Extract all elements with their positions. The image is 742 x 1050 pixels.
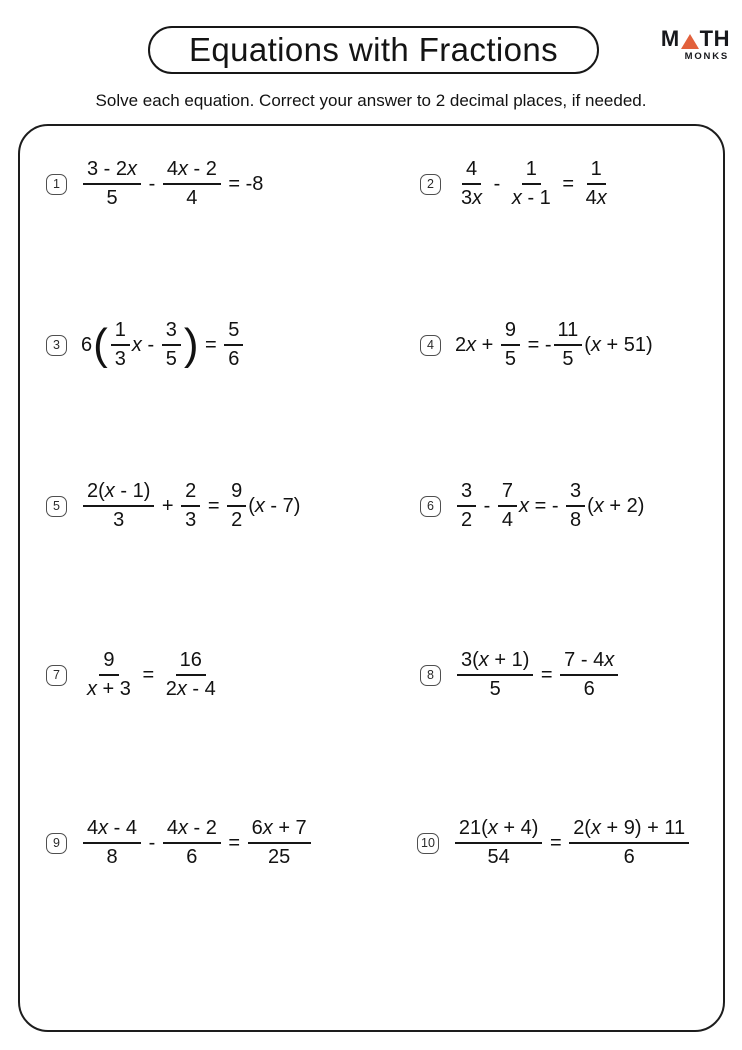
math-monks-logo [640, 28, 730, 62]
denominator: 6 [583, 678, 595, 700]
problem-number: 4 [420, 335, 441, 356]
fraction [162, 648, 220, 702]
problem-number: 6 [420, 496, 441, 517]
numerator: 2(x - 1) [83, 479, 154, 507]
fraction [508, 157, 555, 211]
math-text: x - [131, 334, 160, 356]
math-text: (x - 7) [248, 495, 301, 517]
equation [81, 479, 300, 533]
fraction [83, 479, 154, 533]
math-text: = -8 [222, 173, 264, 195]
denominator: 4 [501, 509, 514, 531]
big-paren: ) [183, 320, 199, 369]
math-text: - [488, 173, 506, 195]
math-text: = [556, 173, 580, 195]
denominator: 8 [106, 846, 118, 868]
numerator: 7 [498, 479, 517, 507]
numerator: 3 [566, 479, 585, 507]
fraction [457, 157, 486, 211]
math-text: - [478, 495, 496, 517]
numerator: 4x - 4 [83, 816, 141, 844]
fraction [554, 318, 583, 372]
logo-subtext: MONKS [684, 51, 729, 62]
fraction [83, 157, 141, 211]
denominator: 2x - 4 [165, 678, 216, 700]
math-text: x = - [519, 495, 565, 517]
fraction [248, 816, 311, 870]
fraction [111, 318, 130, 372]
numerator: 9 [99, 648, 118, 676]
math-text: = [222, 832, 246, 854]
numerator: 11 [554, 318, 583, 346]
numerator: 7 - 4x [560, 648, 618, 676]
denominator: 4x [585, 187, 607, 209]
problem-number: 5 [46, 496, 67, 517]
denominator: 5 [504, 348, 517, 370]
math-text: (x + 2) [587, 495, 645, 517]
fraction [181, 479, 200, 533]
numerator: 3 [457, 479, 476, 507]
numerator: 2(x + 9) + 11 [569, 816, 689, 844]
denominator: 5 [106, 187, 118, 209]
math-text: = [136, 664, 160, 686]
problem-number: 1 [46, 174, 67, 195]
numerator: 9 [227, 479, 246, 507]
equation [455, 479, 644, 533]
fraction [162, 318, 181, 372]
numerator: 2 [181, 479, 200, 507]
problem-1 [46, 156, 263, 212]
equation [81, 816, 313, 870]
problem-number: 2 [420, 174, 441, 195]
denominator: 2 [461, 509, 473, 531]
problem-number: 3 [46, 335, 67, 356]
equation [81, 157, 263, 211]
problem-number: 7 [46, 665, 67, 686]
page-title: Equations with Fractions [188, 31, 559, 68]
problem-3 [46, 317, 245, 373]
denominator: 2 [231, 509, 243, 531]
logo-letter-m: M [660, 26, 680, 51]
denominator: 54 [487, 846, 510, 868]
numerator: 3(x + 1) [457, 648, 533, 676]
numerator: 1 [111, 318, 130, 346]
math-text: - [143, 173, 161, 195]
numerator: 6x + 7 [248, 816, 311, 844]
denominator: 6 [623, 846, 635, 868]
denominator: 3 [113, 509, 125, 531]
numerator: 3 [162, 318, 181, 346]
numerator: 9 [501, 318, 520, 346]
fraction [457, 648, 533, 702]
denominator: 3x [461, 187, 483, 209]
math-text: 2x + [455, 334, 499, 356]
denominator: x + 3 [87, 678, 131, 700]
fraction [457, 479, 476, 533]
equation [453, 816, 691, 870]
problem-number: 8 [420, 665, 441, 686]
fraction [566, 479, 585, 533]
fraction [569, 816, 689, 870]
fraction [224, 318, 243, 372]
numerator: 16 [176, 648, 206, 676]
equation [81, 318, 245, 372]
instruction-text: Solve each equation. Correct your answer to 2 decimal places, if needed. [95, 91, 647, 110]
problem-4 [420, 317, 653, 373]
math-text: - [143, 832, 161, 854]
fraction [501, 318, 520, 372]
logo-wordmark [661, 28, 730, 50]
denominator: 3 [185, 509, 197, 531]
math-text: = [199, 334, 223, 356]
fraction [83, 648, 135, 702]
numerator: 1 [587, 157, 606, 185]
numerator: 4x - 2 [163, 157, 221, 185]
problems-border-box [18, 124, 725, 1032]
math-text: 6 [81, 334, 93, 356]
equation [81, 648, 222, 702]
numerator: 3 - 2x [83, 157, 141, 185]
numerator: 4 [462, 157, 481, 185]
worksheet-title-box [148, 26, 599, 74]
denominator: 4 [186, 187, 198, 209]
numerator: 21(x + 4) [455, 816, 542, 844]
problem-8 [420, 647, 620, 703]
fraction [498, 479, 517, 533]
math-text: = [202, 495, 226, 517]
logo-letters-th: TH [699, 26, 730, 51]
denominator: 5 [562, 348, 574, 370]
math-text: (x + 51) [584, 334, 653, 356]
denominator: 8 [570, 509, 582, 531]
math-text: = - [522, 334, 552, 356]
logo-triangle-icon [681, 34, 699, 49]
math-text: = [544, 832, 568, 854]
denominator: 6 [228, 348, 240, 370]
denominator: 3 [114, 348, 126, 370]
fraction [227, 479, 246, 533]
math-text: + [156, 495, 180, 517]
problem-6 [420, 478, 644, 534]
equation [455, 318, 653, 372]
fraction [582, 157, 611, 211]
big-paren: ( [93, 320, 108, 369]
equation [455, 648, 620, 702]
equation [455, 157, 613, 211]
fraction [455, 816, 542, 870]
numerator: 5 [224, 318, 243, 346]
problem-9 [46, 815, 313, 871]
fraction [83, 816, 141, 870]
problem-2 [420, 156, 613, 212]
fraction [163, 816, 221, 870]
problem-number: 9 [46, 833, 67, 854]
math-text: = [535, 664, 559, 686]
denominator: 5 [165, 348, 177, 370]
problem-5 [46, 478, 300, 534]
numerator: 1 [522, 157, 541, 185]
fraction [163, 157, 221, 211]
problem-7 [46, 647, 222, 703]
denominator: 6 [186, 846, 198, 868]
fraction [560, 648, 618, 702]
numerator: 4x - 2 [163, 816, 221, 844]
denominator: 25 [268, 846, 291, 868]
problem-10 [417, 815, 691, 871]
problem-number: 10 [417, 833, 439, 854]
denominator: 5 [489, 678, 501, 700]
denominator: x - 1 [511, 187, 551, 209]
